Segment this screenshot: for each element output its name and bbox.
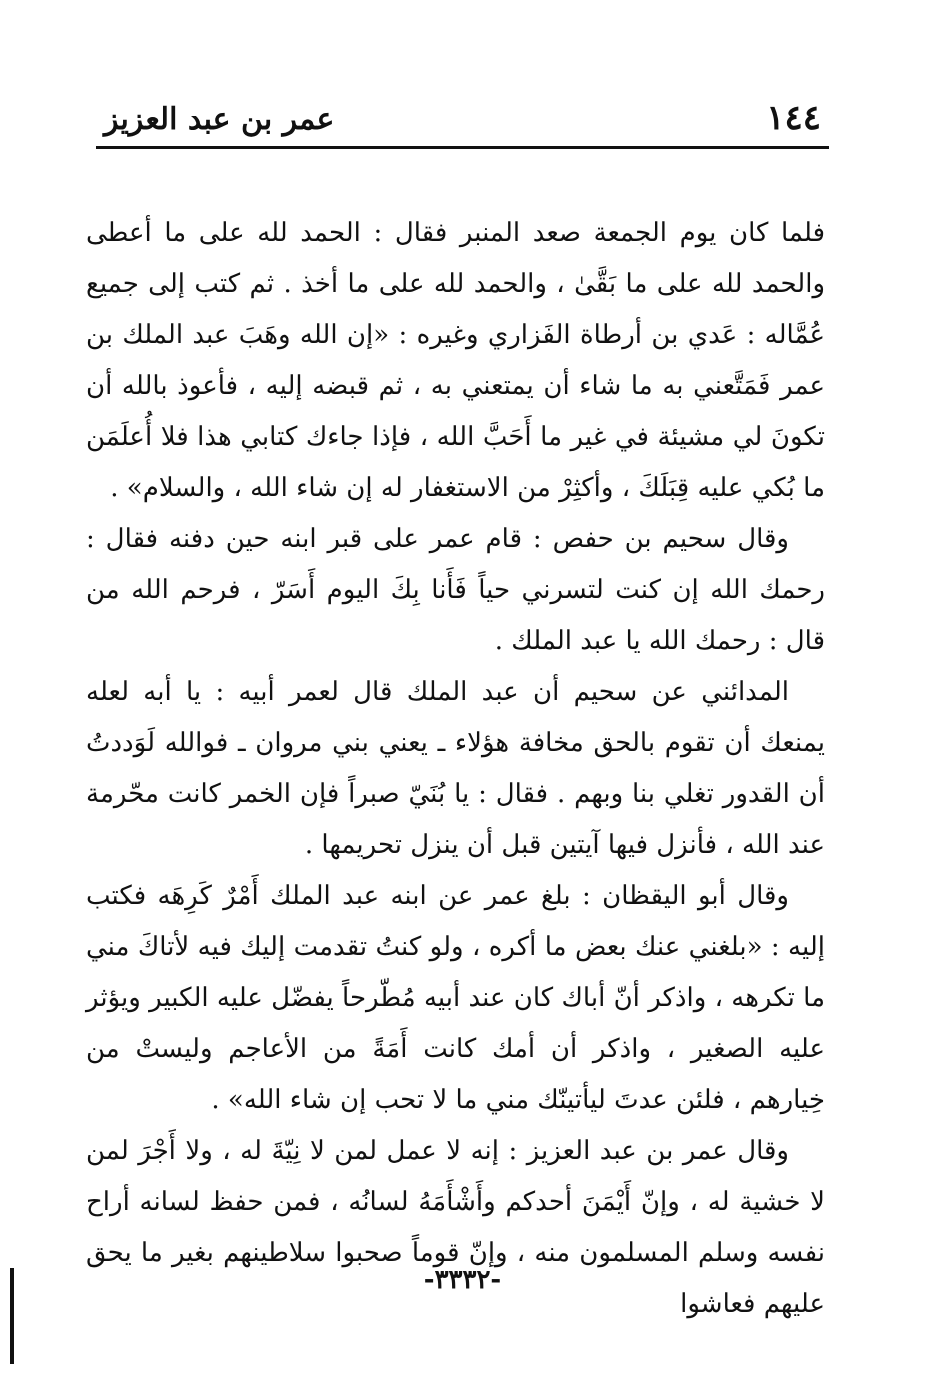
page-folio: -٣٣٣٢- bbox=[423, 1265, 502, 1295]
body-text bbox=[86, 208, 825, 1330]
paragraph: المدائني عن سحيم أن عبد الملك قال لعمر أبيه : يا أبه لعله يمنعك أن تقوم بالحق مخافة هؤلاء ـ يعني بني مروان ـ فوالله لَوَددتُ أن القدور تغلي بنا وبهم . فقال : يا بُنَيّ صبراً فإن الخمر كانت محّرمة عند الله ، فأنزل فيها آيتين قبل أن ينزل تحريمها . bbox=[86, 677, 825, 860]
paragraph: فلما كان يوم الجمعة صعد المنبر فقال : الحمد لله على ما أعطى والحمد لله على ما بَقَّىٰ ، والحمد لله على ما أخذ . ثم كتب إلى جميع عُمَّاله : عَدي بن أرطاة الفَزاري وغيره : «إن الله وهَبَ عبد الملك بن عمر فَمَتَّعني به ما شاء أن يمتعني به ، ثم قبضه إليه ، فأعوذ بالله أن تكونَ لي مشيئة في غير ما أَحَبَّ الله ، فإذا جاءك كتابي هذا فلا أُعلَمَن ما بُكي عليه قِبَلَكَ ، وأكثِرْ من الاستغفار له إن شاء الله ، والسلام» . bbox=[86, 218, 825, 503]
running-title: عمر بن عبد العزيز bbox=[104, 102, 335, 137]
scan-margin-mark bbox=[10, 1268, 14, 1364]
paragraph: وقال سحيم بن حفص : قام عمر على قبر ابنه حين دفنه فقال : رحمك الله إن كنت لتسرني حياً فَأَنا بِكَ اليوم أَسَرّ ، فرحم الله من قال : رحمك الله يا عبد الملك . bbox=[86, 524, 825, 656]
paragraph: وقال أبو اليقظان : بلغ عمر عن ابنه عبد الملك أَمْرٌ كَرِهَه فكتب إليه : «بلغني عنك بعض ما أكره ، ولو كنتُ تقدمت إليك فيه لأتاكَ مني ما تكرهه ، واذكر أنّ أباك كان عند أبيه مُطّرحاً يفضّل عليه الكبير ويؤثر عليه الصغير ، واذكر أن أمك كانت أَمَةً من الأعاجم وليستْ من خِيارهم ، فلئن عدتَ ليأتينّك مني ما لا تحب إن شاء الله» . bbox=[86, 881, 825, 1115]
header-rule bbox=[96, 146, 829, 149]
page-header bbox=[96, 92, 829, 144]
paragraph: وقال عمر بن عبد العزيز : إنه لا عمل لمن لا نِيّةَ له ، ولا أَجْرَ لمن لا خشية له ، وإنّ أَيْمَنَ أحدكم وأَشْأَمَهُ لسانُه ، فمن حفظ لسانه أراح نفسه وسلم المسلمون منه ، وإنّ قوماً صحبوا سلاطينهم بغير ما يحق عليهم فعاشوا bbox=[86, 1136, 825, 1319]
page-number: ١٤٤ bbox=[766, 98, 821, 138]
